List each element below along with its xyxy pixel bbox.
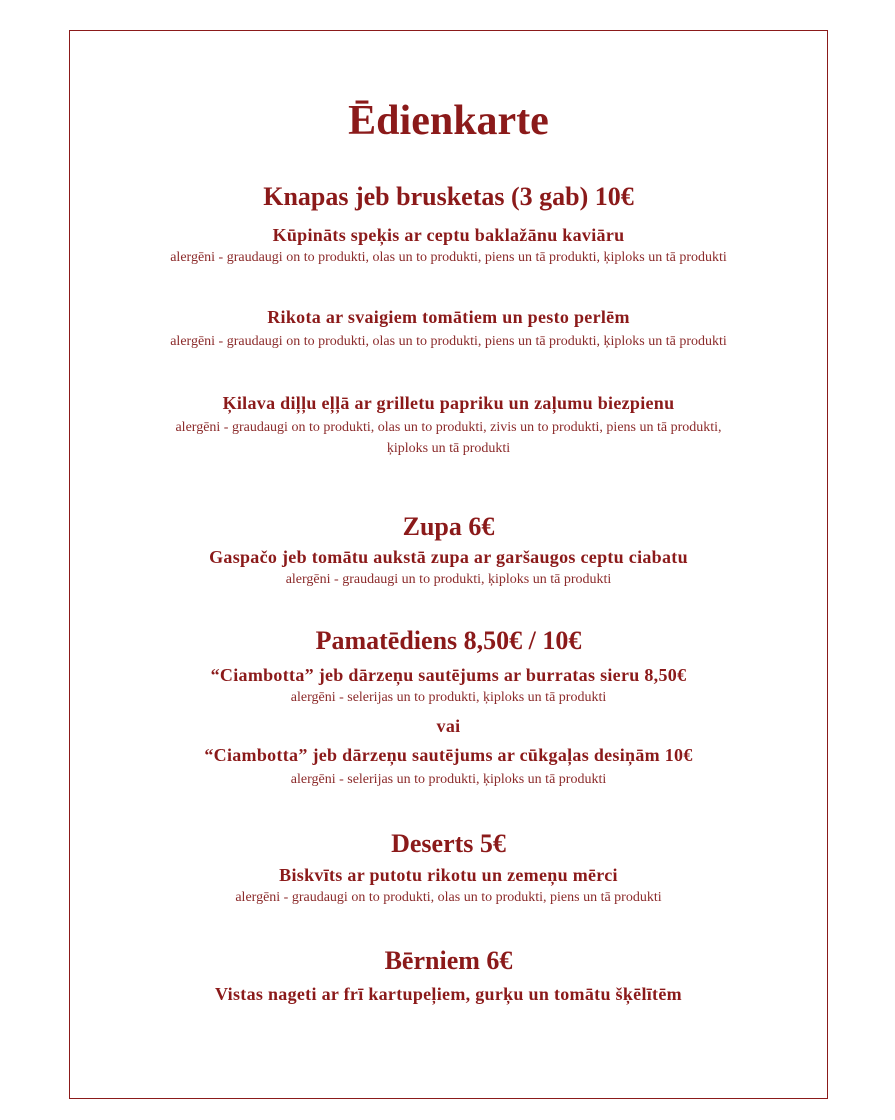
dish-name-ciambotta-desinas: “Ciambotta” jeb dārzeņu sautējums ar cūkgaļas desiņām 10€ bbox=[204, 745, 693, 765]
section-title-deserts: Deserts 5€ bbox=[391, 829, 506, 858]
section-title-zupa: Zupa 6€ bbox=[402, 512, 495, 541]
dish-name-gaspaco: Gaspačo jeb tomātu aukstā zupa ar garšaugos ceptu ciabatu bbox=[209, 547, 688, 567]
dish-name-kilava: Ķilava diļļu eļļā ar grilletu papriku un zaļumu biezpienu bbox=[222, 393, 675, 413]
section-title-knapas: Knapas jeb brusketas (3 gab) 10€ bbox=[263, 182, 634, 211]
dish-allergens-kilava: alergēni - graudaugi on to produkti, olas un to produkti, zivis un to produkti, piens un tā produkti, ķiploks un tā produkti bbox=[175, 420, 722, 456]
dish-allergens-biskvits: alergēni - graudaugi on to produkti, olas un to produkti, piens un tā produkti bbox=[235, 890, 662, 905]
dish-allergens-ciambotta-burrata: alergēni - selerijas un to produkti, ķiploks un tā produkti bbox=[290, 690, 607, 705]
dish-allergens-gaspaco: alergēni - graudaugi un to produkti, ķiploks un tā produkti bbox=[285, 572, 612, 587]
dish-name-biskvits: Biskvīts ar putotu rikotu un zemeņu mērci bbox=[279, 865, 618, 885]
dish-allergens-rikota: alergēni - graudaugi on to produkti, olas un to produkti, piens un tā produkti, ķiploks un tā produkti bbox=[170, 334, 727, 349]
dish-name-rikota: Rikota ar svaigiem tomātiem un pesto perlēm bbox=[267, 307, 630, 327]
dish-allergens-ciambotta-desinas: alergēni - selerijas un to produkti, ķiploks un tā produkti bbox=[290, 772, 607, 787]
dish-name-ciambotta-burrata: “Ciambotta” jeb dārzeņu sautējums ar burratas sieru 8,50€ bbox=[210, 665, 687, 685]
section-title-pamatediens: Pamatēdiens 8,50€ / 10€ bbox=[315, 626, 582, 655]
dish-allergens-kupinats-spekis: alergēni - graudaugi on to produkti, olas un to produkti, piens un tā produkti, ķiploks un tā produkti bbox=[170, 250, 727, 265]
dish-name-vistas-nageti: Vistas nageti ar frī kartupeļiem, gurķu un tomātu šķēlītēm bbox=[215, 984, 682, 1004]
section-title-berniem: Bērniem 6€ bbox=[384, 946, 513, 975]
menu-separator-vai: vai bbox=[436, 716, 461, 736]
dish-name-kupinats-spekis: Kūpināts speķis ar ceptu baklažānu kaviāru bbox=[272, 225, 625, 245]
menu-title: Ēdienkarte bbox=[348, 98, 549, 144]
